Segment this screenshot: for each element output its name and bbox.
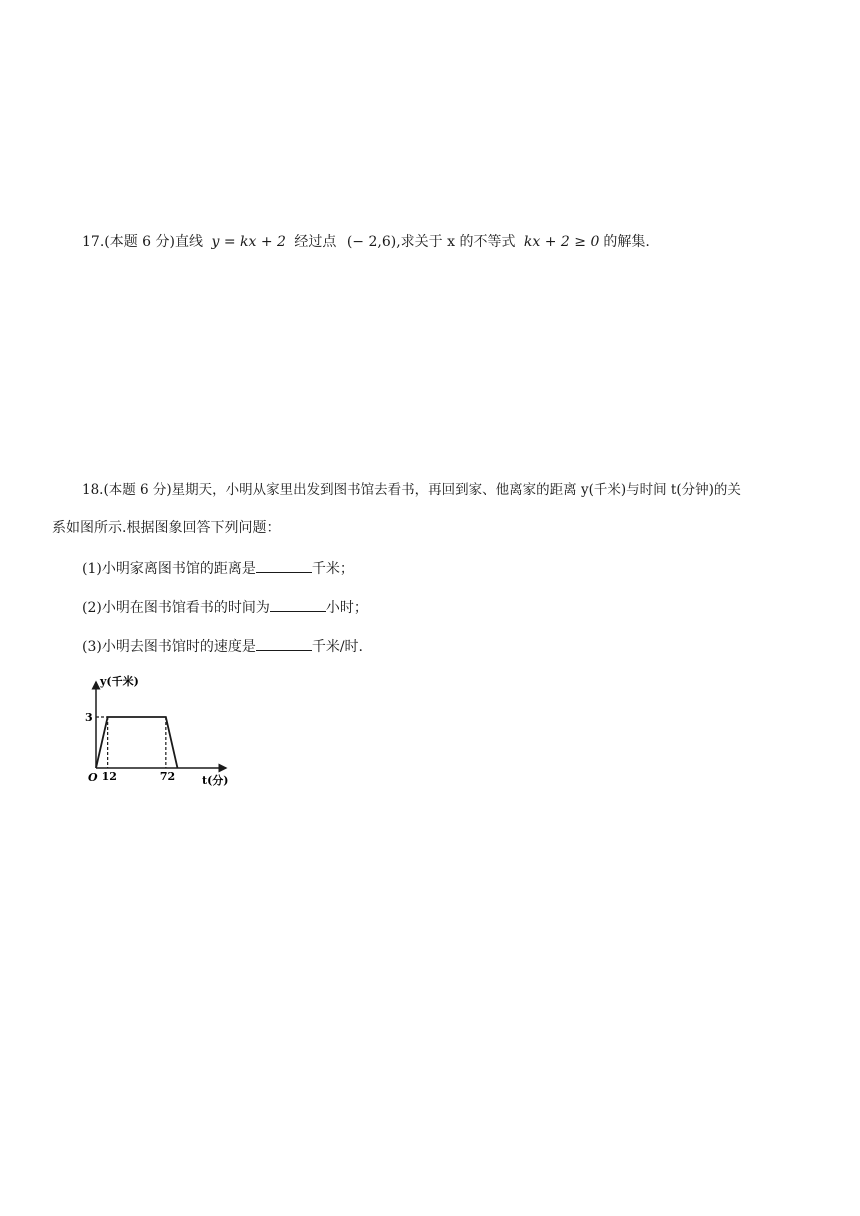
x-axis-label: t(分) bbox=[202, 774, 229, 787]
answer-blank-2[interactable] bbox=[270, 597, 326, 612]
q18-sub1-text: (1)小明家离图书馆的距离是 bbox=[82, 561, 256, 577]
x-tick-label: 72 bbox=[159, 770, 176, 783]
q17-suffix: 的解集. bbox=[603, 234, 650, 250]
q18-sub3-text: (3)小明去图书馆时的速度是 bbox=[82, 639, 256, 655]
q18-sub2-text: (2)小明在图书馆看书的时间为 bbox=[82, 600, 270, 616]
q17-prefix: 17.(本题 6 分)直线 bbox=[82, 234, 203, 250]
q17-inequality: kx + 2 ≥ 0 bbox=[523, 234, 600, 250]
y-axis-label: y(千米) bbox=[100, 675, 139, 688]
q17-equation: y = kx + 2 bbox=[211, 234, 286, 250]
q18-subquestion-2 bbox=[82, 597, 368, 618]
q17-point: (− 2,6) bbox=[346, 234, 397, 250]
q18-subquestion-1 bbox=[82, 558, 354, 579]
y-tick-label: 3 bbox=[85, 711, 93, 724]
distance-time-graph bbox=[78, 668, 238, 794]
q18-subquestion-3 bbox=[82, 636, 363, 657]
x-tick-label: 12 bbox=[101, 770, 117, 783]
answer-blank-1[interactable] bbox=[256, 558, 312, 573]
q18-intro-line-2: 系如图所示.根据图象回答下列问题： bbox=[52, 520, 281, 536]
q18-intro-line-1: 18.(本题 6 分)星期天，小明从家里出发到图书馆去看书，再回到家、他离家的距离 y(千米)与时间 t(分钟)的关 bbox=[82, 482, 741, 498]
answer-blank-3[interactable] bbox=[256, 636, 312, 651]
question-17 bbox=[82, 232, 650, 252]
q18-sub3-unit: 千米/时. bbox=[311, 639, 364, 655]
q18-sub2-unit: 小时； bbox=[325, 600, 368, 616]
q17-mid2: ,求关于 x 的不等式 bbox=[396, 234, 516, 250]
q17-mid: 经过点 bbox=[294, 234, 337, 250]
origin-label: O bbox=[88, 771, 98, 784]
q18-sub1-unit: 千米； bbox=[311, 561, 354, 577]
